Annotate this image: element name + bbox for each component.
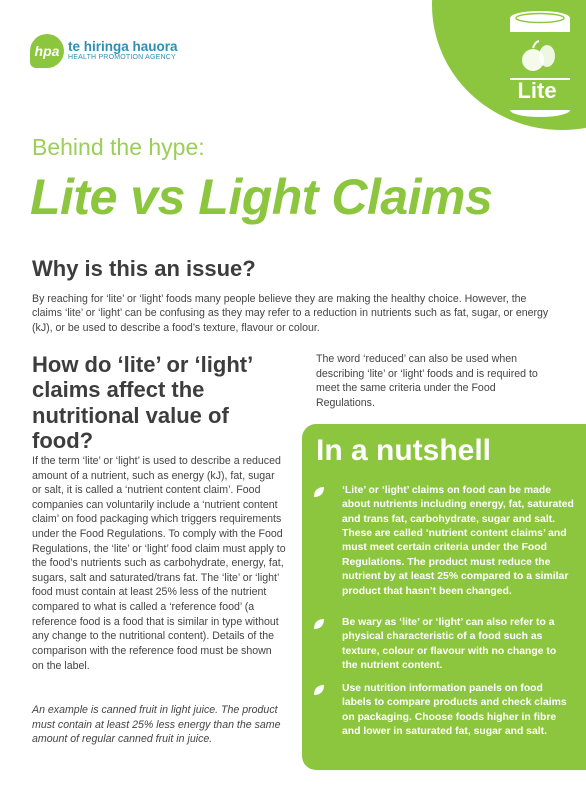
nutshell-bullet <box>312 616 574 673</box>
hpa-logo[interactable] <box>30 34 178 68</box>
nutshell-bullet <box>312 682 574 739</box>
how-paragraph: If the term ‘lite’ or ‘light’ is used to describe a reduced amount of a nutrient, such as energy (kJ), fat, sugar or salt, it is called a ‘nutrient content claim’. Food companies can voluntarily include a ‘nutrient content claim’ on food packaging which triggers requirements under the Food Regulations. To comply with the Food Regulations, the ‘lite’ or ‘light’ food claim must apply to the food’s nutrients such as carbohydrate, energy, fat, sugars, salt and saturated/trans fat. The ‘lite’ or ‘light’ food must contain at least 25% less of the nutrient compared to what is called a ‘reference food’ (a reference food is a food that is similar in type without any change to the nutritional content). Details of the comparison with the reference food must be shown on the label. <box>32 455 286 672</box>
nutshell-bullet <box>312 484 574 599</box>
hpa-logo-mark: hpa <box>30 34 64 68</box>
kicker-text: Behind the hype: <box>32 134 205 160</box>
leaf-bullet-icon <box>312 485 326 499</box>
nutshell-title: In a nutshell <box>316 434 492 467</box>
issue-heading: Why is this an issue? <box>32 256 256 281</box>
leaf-bullet-icon <box>312 683 326 697</box>
how-heading: How do ‘lite’ or ‘light’ claims affect the nutritional value of food? <box>32 352 252 453</box>
logo-subtitle: HEALTH PROMOTION AGENCY <box>68 54 176 62</box>
nutshell-bullet-text: ‘Lite’ or ‘light’ claims on food can be made about nutrients including energy, fat, saturated and trans fat, carbohydrate, sugar and salt. These are called ‘nutrient content claims’ and must meet certain criteria under the Food Regulations. The product must reduce the nutrient by at least 25% compared to a similar product that hasn’t been changed. <box>342 485 574 597</box>
logo-name: te hiringa hauora <box>68 39 178 55</box>
leaf-bullet-icon <box>312 617 326 631</box>
can-label: Lite <box>517 78 557 103</box>
nutshell-bullet-text: Be wary as ‘lite’ or ‘light’ can also refer to a physical characteristic of a food such as texture, colour or flavour with no change to the nutrient content. <box>342 617 557 672</box>
example-paragraph: An example is canned fruit in light juice. The product must contain at least 25% less energy than the same amount of regular canned fruit in juice. <box>32 704 281 746</box>
page-title: Lite vs Light Claims <box>30 169 493 225</box>
reduced-paragraph: The word ‘reduced’ can also be used when describing ‘lite’ or ‘light’ foods and is required to meet the same criteria under the Food Regulations. <box>316 353 538 409</box>
nutshell-box <box>302 424 586 770</box>
nutshell-bullet-text: Use nutrition information panels on food labels to compare products and check claims on packaging. Choose foods higher in fibre and lower in saturated fat, sugar and salt. <box>342 683 567 738</box>
issue-paragraph: By reaching for ‘lite’ or ‘light’ foods many people believe they are making the healthy choice. However, the claims ‘lite’ or ‘light’ can be confusing as they may refer to a reduction in nutrients such as fat, sugar, or energy (kJ), or be used to describe a food’s texture, flavour or colour. <box>32 293 549 334</box>
